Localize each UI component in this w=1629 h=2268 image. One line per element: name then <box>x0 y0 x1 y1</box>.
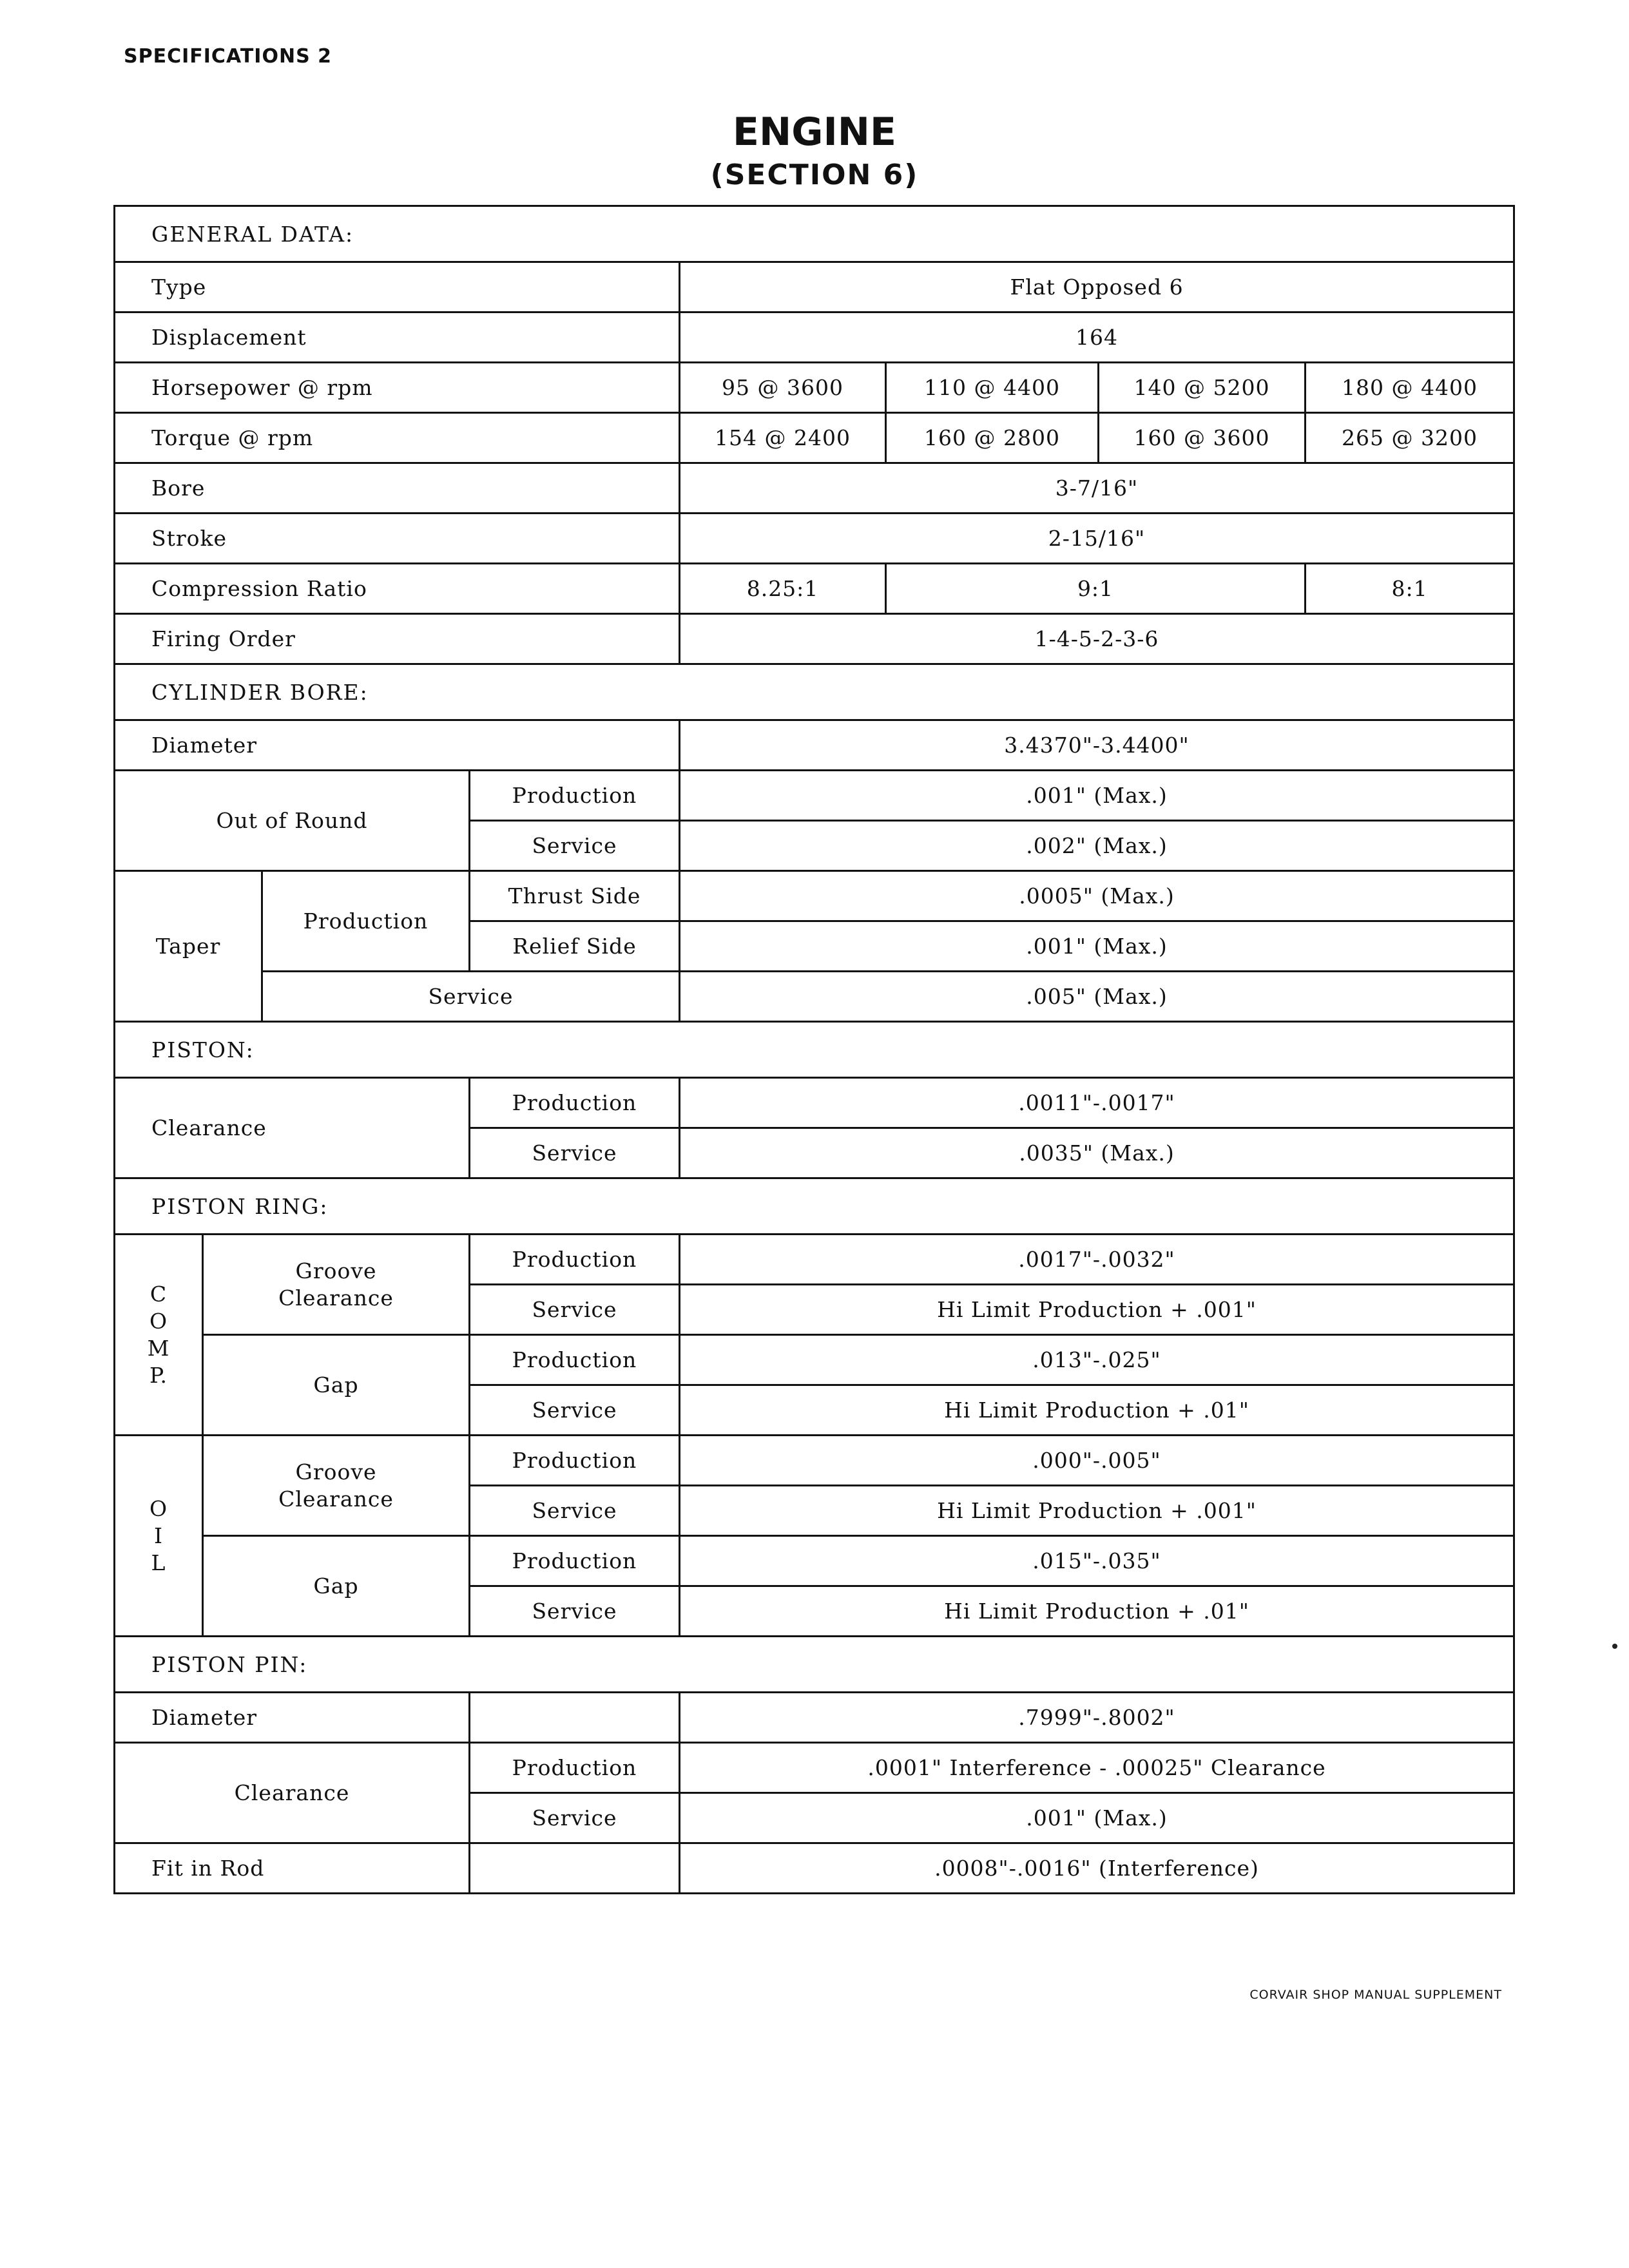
service-label: Service <box>470 1128 680 1178</box>
page-title: ENGINE <box>733 110 896 155</box>
comp-letter: M <box>147 1335 170 1361</box>
production-label: Production <box>470 1743 680 1793</box>
spec-row <box>115 1743 1514 1793</box>
spec-row <box>115 771 1514 821</box>
production-label: Production <box>470 1536 680 1586</box>
compression-ratio-value: 8:1 <box>1306 564 1514 614</box>
comp-groove-production-value: .0017"-.0032" <box>680 1235 1514 1285</box>
compression-ratio-label: Compression Ratio <box>115 564 680 614</box>
torque-value: 160 @ 2800 <box>886 413 1099 463</box>
taper-service-value: .005" (Max.) <box>680 972 1514 1022</box>
compression-ratio-value: 9:1 <box>886 564 1306 614</box>
section-row <box>115 1178 1514 1235</box>
spec-row <box>115 413 1514 463</box>
section-row <box>115 1637 1514 1693</box>
production-label: Production <box>470 771 680 821</box>
oil-groove-production-value: .000"-.005" <box>680 1436 1514 1486</box>
spec-row <box>115 514 1514 564</box>
taper-service-label: Service <box>262 972 680 1022</box>
displacement-value: 164 <box>680 312 1514 363</box>
firing-order-value: 1-4-5-2-3-6 <box>680 614 1514 664</box>
oil-gap-production-value: .015"-.035" <box>680 1536 1514 1586</box>
horsepower-value: 140 @ 5200 <box>1099 363 1306 413</box>
spec-row <box>115 312 1514 363</box>
horsepower-value: 95 @ 3600 <box>680 363 886 413</box>
production-label: Production <box>470 1436 680 1486</box>
comp-letter: P. <box>149 1362 168 1388</box>
page-label: SPECIFICATIONS 2 <box>124 45 332 68</box>
service-label: Service <box>470 1586 680 1637</box>
piston-clearance-service-value: .0035" (Max.) <box>680 1128 1514 1178</box>
spec-row <box>115 1536 1514 1586</box>
clearance-text: Clearance <box>278 1486 394 1512</box>
section-heading-general: GENERAL DATA: <box>115 206 1514 262</box>
page-subtitle: (SECTION 6) <box>710 159 919 191</box>
service-label: Service <box>470 821 680 871</box>
service-label: Service <box>470 1385 680 1436</box>
stroke-label: Stroke <box>115 514 680 564</box>
production-label: Production <box>470 1235 680 1285</box>
bore-label: Bore <box>115 463 680 514</box>
taper-label: Taper <box>115 871 262 1022</box>
groove-text: Groove <box>295 1258 377 1283</box>
production-label: Production <box>470 1335 680 1385</box>
torque-value: 160 @ 3600 <box>1099 413 1306 463</box>
comp-groove-service-value: Hi Limit Production + .001" <box>680 1285 1514 1335</box>
service-label: Service <box>470 1285 680 1335</box>
spec-row <box>115 1436 1514 1486</box>
pin-clearance-production-value: .0001" Interference - .00025" Clearance <box>680 1743 1514 1793</box>
bore-value: 3-7/16" <box>680 463 1514 514</box>
empty-cell <box>470 1693 680 1743</box>
production-label: Production <box>470 1078 680 1128</box>
relief-side-label: Relief Side <box>470 921 680 972</box>
pin-diameter-value: .7999"-.8002" <box>680 1693 1514 1743</box>
oil-groove-clearance-label <box>203 1436 470 1536</box>
displacement-label: Displacement <box>115 312 680 363</box>
comp-groove-clearance-label <box>203 1235 470 1335</box>
spec-row <box>115 262 1514 312</box>
horsepower-label: Horsepower @ rpm <box>115 363 680 413</box>
oil-gap-label: Gap <box>203 1536 470 1637</box>
pin-diameter-label: Diameter <box>115 1693 470 1743</box>
section-row <box>115 1022 1514 1078</box>
spec-row <box>115 972 1514 1022</box>
comp-gap-label: Gap <box>203 1335 470 1436</box>
oil-gap-service-value: Hi Limit Production + .01" <box>680 1586 1514 1637</box>
fit-in-rod-label: Fit in Rod <box>115 1843 470 1894</box>
horsepower-value: 110 @ 4400 <box>886 363 1099 413</box>
empty-cell <box>470 1843 680 1894</box>
firing-order-label: Firing Order <box>115 614 680 664</box>
section-heading-cylinder-bore: CYLINDER BORE: <box>115 664 1514 720</box>
torque-value: 154 @ 2400 <box>680 413 886 463</box>
service-label: Service <box>470 1793 680 1843</box>
spec-row <box>115 614 1514 664</box>
comp-gap-service-value: Hi Limit Production + .01" <box>680 1385 1514 1436</box>
stroke-value: 2-15/16" <box>680 514 1514 564</box>
comp-letter: O <box>149 1308 168 1334</box>
comp-gap-production-value: .013"-.025" <box>680 1335 1514 1385</box>
taper-production-label: Production <box>262 871 470 972</box>
groove-text: Groove <box>295 1459 377 1485</box>
spec-row <box>115 564 1514 614</box>
out-of-round-label: Out of Round <box>115 771 470 871</box>
taper-thrust-value: .0005" (Max.) <box>680 871 1514 921</box>
spec-row <box>115 1843 1514 1894</box>
section-heading-piston-ring: PISTON RING: <box>115 1178 1514 1235</box>
oil-letter: I <box>153 1523 164 1548</box>
piston-clearance-label: Clearance <box>115 1078 470 1178</box>
taper-relief-value: .001" (Max.) <box>680 921 1514 972</box>
engine-spec-table <box>113 205 1515 1894</box>
pin-clearance-service-value: .001" (Max.) <box>680 1793 1514 1843</box>
stray-dot <box>1612 1644 1617 1649</box>
spec-row <box>115 1335 1514 1385</box>
horsepower-value: 180 @ 4400 <box>1306 363 1514 413</box>
oil-ring-label <box>115 1436 203 1637</box>
out-of-round-service-value: .002" (Max.) <box>680 821 1514 871</box>
torque-label: Torque @ rpm <box>115 413 680 463</box>
out-of-round-production-value: .001" (Max.) <box>680 771 1514 821</box>
section-row <box>115 206 1514 262</box>
oil-groove-service-value: Hi Limit Production + .001" <box>680 1486 1514 1536</box>
oil-letter: O <box>149 1495 168 1521</box>
oil-letter: L <box>151 1550 166 1575</box>
spec-row <box>115 1693 1514 1743</box>
spec-row <box>115 463 1514 514</box>
spec-row <box>115 871 1514 921</box>
page-footer: CORVAIR SHOP MANUAL SUPPLEMENT <box>1249 1988 1502 2002</box>
cylinder-diameter-value: 3.4370"-3.4400" <box>680 720 1514 771</box>
torque-value: 265 @ 3200 <box>1306 413 1514 463</box>
spec-row <box>115 1235 1514 1285</box>
fit-in-rod-value: .0008"-.0016" (Interference) <box>680 1843 1514 1894</box>
cylinder-diameter-label: Diameter <box>115 720 680 771</box>
spec-row <box>115 1078 1514 1128</box>
piston-clearance-production-value: .0011"-.0017" <box>680 1078 1514 1128</box>
clearance-text: Clearance <box>278 1285 394 1311</box>
comp-ring-label <box>115 1235 203 1436</box>
compression-ratio-value: 8.25:1 <box>680 564 886 614</box>
pin-clearance-label: Clearance <box>115 1743 470 1843</box>
comp-letter: C <box>149 1281 168 1307</box>
service-label: Service <box>470 1486 680 1536</box>
section-row <box>115 664 1514 720</box>
section-heading-piston: PISTON: <box>115 1022 1514 1078</box>
type-value: Flat Opposed 6 <box>680 262 1514 312</box>
thrust-side-label: Thrust Side <box>470 871 680 921</box>
section-heading-piston-pin: PISTON PIN: <box>115 1637 1514 1693</box>
spec-row <box>115 363 1514 413</box>
spec-row <box>115 720 1514 771</box>
type-label: Type <box>115 262 680 312</box>
